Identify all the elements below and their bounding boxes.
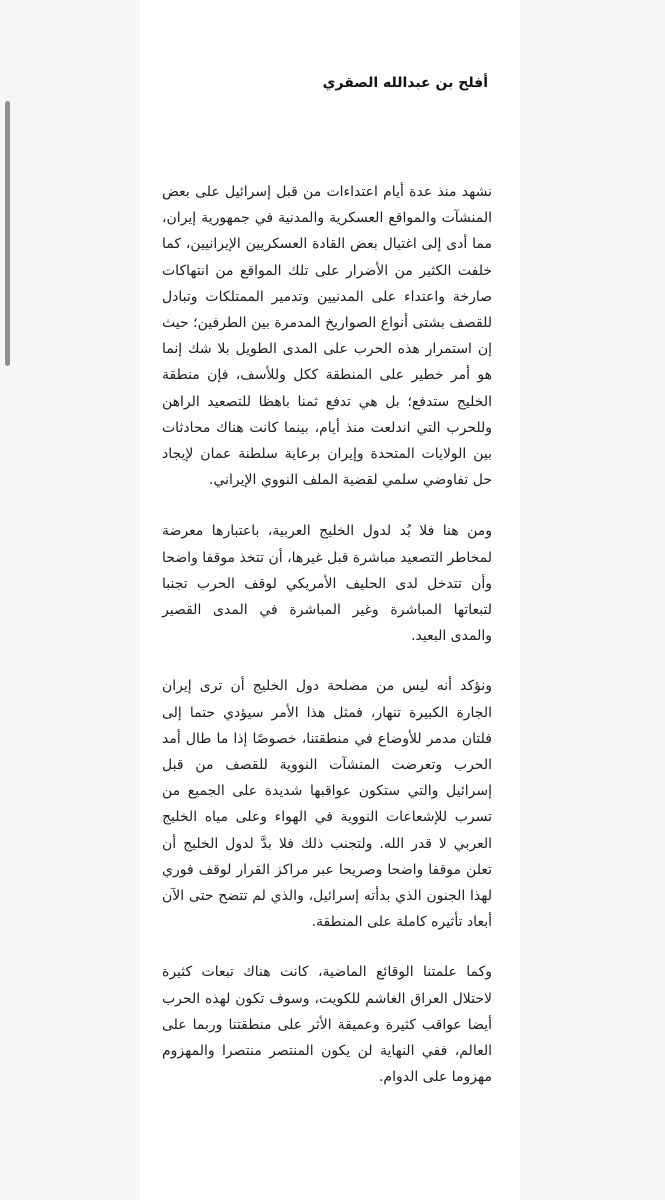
- article-page: [140, 0, 520, 1200]
- article-paragraph: وكما علمتنا الوقائع الماضية، كانت هناك تبعات كثيرة لاحتلال العراق الغاشم للكويت، وسوف تكون لهذه الحرب أيضا عواقب كثيرة وعميقة الأثر على منطقتنا وربما على العالم، ففي النهاية لن يكون المنتصر منتصرا والمهزوم مهزوما على الدوام.: [162, 964, 492, 1086]
- article-paragraph: نشهد منذ عدة أيام اعتداءات من قبل إسرائيل على بعض المنشآت والمواقع العسكرية والمدنية في جمهورية إيران، مما أدى إلى اغتيال بعض القادة العسكريين الإيرانيين، كما خلفت الكثير من الأضرار على تلك المواقع من انتهاكات صارخة واعتداء على المدنيين وتدمير الممتلكات وتبادل للقصف بشتى أنواع الصواريخ المدمرة بين الطرفين؛ حيث إن استمرار هذه الحرب على المدى الطويل بلا شك إنما هو أمر خطير على المنطقة ككل وللأسف، فإن منطقة الخليج ستدفع؛ بل هي تدفع ثمنا باهظا للتصعيد الراهن وللحرب التي اندلعت منذ أيام، بينما كانت هناك محادثات بين الولايات المتحدة وإيران برعاية سلطنة عمان لإيجاد حل تفاوضي سلمي لقضية الملف النووي الإيراني.: [162, 184, 492, 489]
- article-paragraph: ومن هنا فلا بُد لدول الخليج العربية، باعتبارها معرضة لمخاطر التصعيد مباشرة قبل غيرها، أن تتخذ موقفا واضحا وأن تتدخل لدى الحليف الأمريكي لوقف الحرب تجنبا لتبعاتها المباشرة وغير المباشرة في المدى القصير والمدى البعيد.: [161, 523, 492, 645]
- article-body: [162, 179, 492, 1091]
- author-name: أفلح بن عبدالله الصقري: [322, 75, 488, 91]
- scrollbar[interactable]: [5, 101, 10, 366]
- article-paragraph: ونؤكد أنه ليس من مصلحة دول الخليج أن ترى إيران الجارة الكبيرة تنهار، فمثل هذا الأمر سيؤدي حتما إلى فلتان مدمر للأوضاع في منطقتنا، خصوصًا إذا ما طال أمد الحرب وتعرضت المنشآت النووية للقصف من قبل إسرائيل والتي ستكون عواقبها شديدة على الجميع من تسرب للإشعاعات النووية في الهواء وعلى مياه الخليج العربي لا قدر الله. ولتجنب ذلك فلا بدَّ لدول الخليج أن تعلن موقفا واضحا وصريحا عبر مراكز القرار لوقف فوري لهذا الجنون الذي بدأته إسرائيل، والذي لم تتضح حتى الآن أبعاد تأثيره كاملة على المنطقة.: [162, 678, 492, 931]
